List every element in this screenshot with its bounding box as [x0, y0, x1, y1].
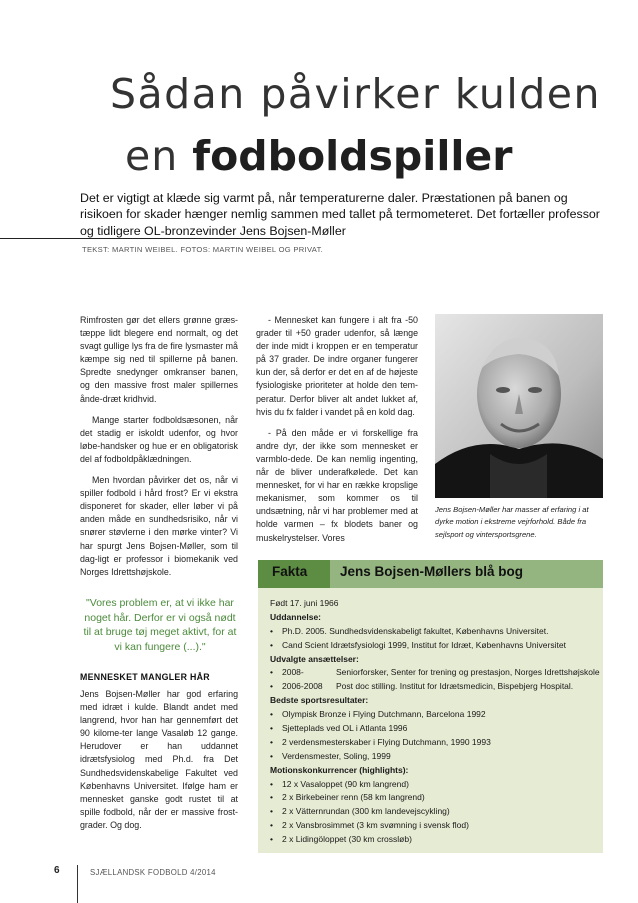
divider-rule	[0, 238, 305, 239]
career-text: Post doc stilling. Institut for Idrætsmedicin, Bispebjerg Hospital.	[336, 681, 574, 692]
pull-quote: "Vores problem er, at vi ikke har noget hår. Derfor er vi også nødt til at bruge tøj meget aktivt, for at vi kan fungere (...)."	[83, 597, 237, 653]
footer-divider	[77, 865, 78, 903]
fact-box-title: Jens Bojsen-Møllers blå bog	[340, 564, 524, 579]
fact-list-item: • 2 x Vätternrundan (300 km landevejscykling)	[270, 805, 600, 819]
article-paragraph: - Mennesket kan fungere i alt fra -50 grader til +50 grader udenfor, så længe der inde midt i kroppen er en temperatur på 37 grader. De indre organer fungerer kun der, så derfor er det en af de højeste fysiologiske prioriteter at holde den tem-peratur. Derfor bliver alt andet lukket af, hvis du fx falder i vandet på en kold dag.	[256, 315, 418, 417]
fact-heading: Bedste sportsresultater:	[270, 695, 369, 706]
fact-list-item: • Ph.D. 2005. Sundhedsvidenskabeligt fakultet, Københavns Universitet.	[270, 625, 600, 639]
career-years: 2008-	[282, 667, 304, 678]
fact-born: Født 17. juni 1966	[270, 598, 339, 608]
fact-list-item: • 2 x Birkebeiner renn (58 km langrend)	[270, 791, 600, 805]
section-subhead: MENNESKET MANGLER HÅR	[80, 672, 210, 682]
fact-list-item: • 2 x Vansbrosimmet (3 km svømning i svensk flod)	[270, 819, 600, 833]
article-paragraph: - På den måde er vi forskellige fra andre dyr, der ikke som mennesket er varmblo-dede. De kan nemlig ingenting, når de bliver underafkølede. Det kan mennesket, for vi har en række kropslige mekanismer, som kommer os til undsætning, når vi har problemer med at holde varmen – fx blodets baner og muskelrystelser. Vores	[256, 427, 418, 543]
portrait-illustration	[435, 314, 603, 498]
fact-list-item	[270, 666, 600, 680]
article-paragraph: Rimfrosten gør det ellers grønne græs-tæppe lidt blegere end normalt, og det svagt gullige lys fra de fire lysmaster må kæmpe sig ned til spillerne på banen. Spredte snedynger omkranser banen, og den massive frost maler spillernes ånde-dræt kridhvid.	[80, 315, 238, 404]
fact-box-tab-label: Fakta	[272, 564, 308, 579]
career-years: 2006-2008	[282, 681, 323, 692]
article-paragraph: Mange starter fodboldsæsonen, når det stadig er iskoldt udenfor, og hvor løbe-handsker og hue er en obligatorisk del af fodboldpåklædningen.	[80, 414, 238, 464]
article-column-1	[80, 314, 238, 587]
fact-list-item: • 2 x Lidingöloppet (30 km crossløb)	[270, 833, 600, 847]
career-text: Seniorforsker, Senter for trening og prestasjon, Norges Idrettshøjskole	[336, 667, 600, 678]
article-column-2	[256, 314, 418, 553]
portrait-photo	[435, 314, 603, 498]
fact-list-item: • Cand Scient Idrætsfysiologi 1999, Institut for Idræt, Københavns Universitet	[270, 639, 600, 653]
page-number: 6	[54, 865, 60, 876]
article-column-1-continued	[80, 688, 238, 840]
fact-heading: Udvalgte ansættelser:	[270, 653, 359, 664]
fact-box-body	[270, 597, 600, 847]
headline-plain: en	[125, 132, 193, 180]
headline-line-2	[125, 132, 625, 180]
fact-list-item: • 12 x Vasaloppet (90 km langrend)	[270, 778, 600, 792]
article-paragraph: Men hvordan påvirker det os, når vi spiller fodbold i hård frost? Er vi ekstra disponeret for skader, eller løber vi på anden måde en sundhedsrisiko, når vi snører støvlerne i den mørke vinter? Vi har spurgt Jens Bojsen-Møller, som til dag-ligt er professor i biomekanik ved Norges Idrettshøjskole.	[80, 475, 238, 577]
headline-bold: fodboldspiller	[192, 132, 513, 180]
fact-heading: Uddannelse:	[270, 611, 322, 622]
publication-footer: SJÆLLANDSK FODBOLD 4/2014	[90, 868, 216, 877]
fact-list-item: • Sjetteplads ved OL i Atlanta 1996	[270, 722, 600, 736]
fact-heading: Motionskonkurrencer (highlights):	[270, 764, 409, 775]
fact-list-item	[270, 680, 600, 694]
fact-list-item: • Verdensmester, Soling, 1999	[270, 750, 600, 764]
fact-list-item: • 2 verdensmesterskaber i Flying Dutchmann, 1990 1993	[270, 736, 600, 750]
byline-credits: TEKST: MARTIN WEIBEL. FOTOS: MARTIN WEIBEL OG PRIVAT.	[82, 245, 324, 254]
article-paragraph: Jens Bojsen-Møller har god erfaring med idræt i kulde. Blandt andet med langrend, hvor han har gennemført det 90 kilome-ter lange Vasaløb 12 gange. Herudover er han uddannet idrætsfysiolog med Ph.d. fra Det Sundhedsvidenskabelige Fakultet ved Københavns Universitet. Ifølge ham er mennesket ganske godt rustet til at spille fodbold, når der er massive frost-grader. Og dog.	[80, 689, 238, 830]
lead-paragraph: Det er vigtigt at klæde sig varmt på, når temperaturerne daler. Præstationen på banen og risikoen for skader hænger nemlig sammen med tallet på termometeret. Det fortæller professor og tidligere OL-bronzevinder Jens Bojsen-Møller	[80, 191, 600, 238]
photo-caption: Jens Bojsen-Møller har masser af erfaring i at dyrke motion i ekstreme vejrforhold. Både fra sejlsport og vintersportsgrene.	[435, 505, 589, 539]
headline-line-1: Sådan påvirker kulden	[110, 70, 601, 118]
fact-list-item: • Olympisk Bronze i Flying Dutchmann, Barcelona 1992	[270, 708, 600, 722]
